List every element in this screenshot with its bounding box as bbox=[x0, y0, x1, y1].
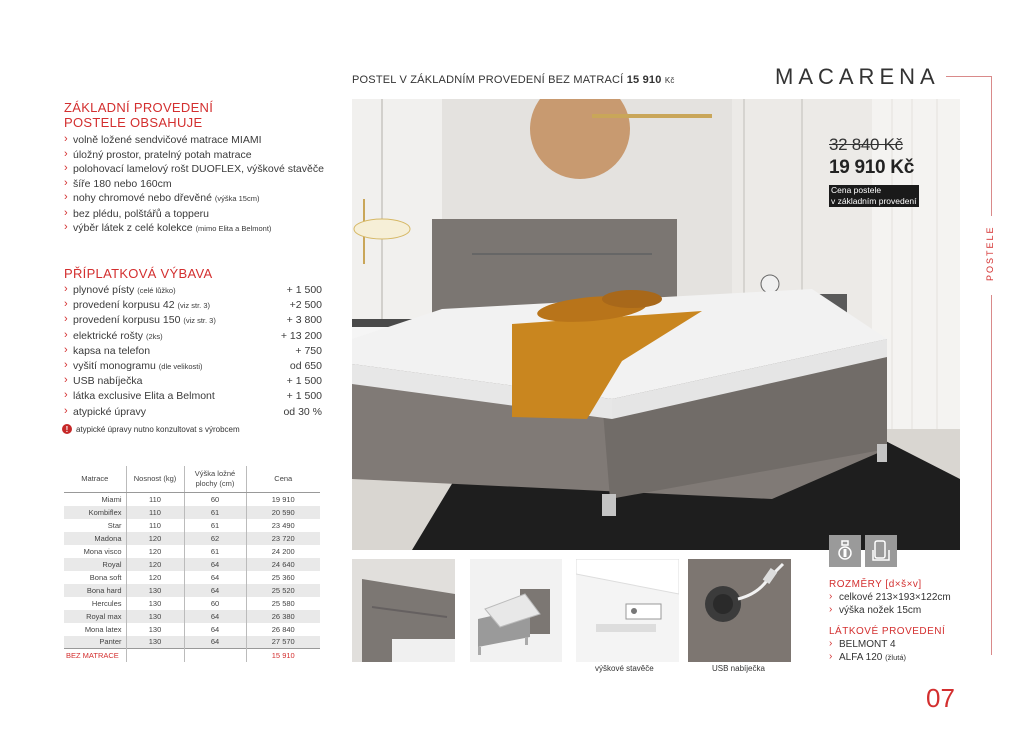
table-cell: 25 580 bbox=[246, 597, 320, 610]
table-cell: 61 bbox=[184, 519, 246, 532]
table-cell: 62 bbox=[184, 532, 246, 545]
table-cell bbox=[126, 649, 184, 662]
caption-usb-charger: USB nabíječka bbox=[712, 664, 765, 673]
table-cell: Panter bbox=[64, 636, 126, 649]
page-number: 07 bbox=[926, 683, 955, 713]
table-cell: 110 bbox=[126, 506, 184, 519]
decor-line bbox=[991, 76, 992, 216]
table-cell: 23 720 bbox=[246, 532, 320, 545]
table-cell: 60 bbox=[184, 597, 246, 610]
table-row bbox=[64, 636, 320, 649]
table-row bbox=[64, 506, 320, 519]
col-header: Výška ložné plochy (cm) bbox=[184, 466, 246, 493]
table-cell: Royal max bbox=[64, 610, 126, 623]
warning-note: ! atypické úpravy nutno konzultovat s výrobcem bbox=[62, 424, 240, 434]
section-side-label: POSTELE bbox=[985, 225, 995, 281]
table-cell: 25 360 bbox=[246, 571, 320, 584]
thumb-headboard bbox=[352, 559, 455, 662]
table-cell: 120 bbox=[126, 558, 184, 571]
table-cell: 15 910 bbox=[246, 649, 320, 662]
table-cell: 130 bbox=[126, 610, 184, 623]
table-cell: 120 bbox=[126, 545, 184, 558]
table-row bbox=[64, 558, 320, 571]
table-cell: Kombiflex bbox=[64, 506, 126, 519]
table-cell: 64 bbox=[184, 610, 246, 623]
mattress-price-table bbox=[64, 466, 320, 662]
table-cell: 24 640 bbox=[246, 558, 320, 571]
list-item: › elektrické rošty (2ks) + 13 200 bbox=[64, 329, 322, 344]
table-row bbox=[64, 493, 320, 506]
col-header: Matrace bbox=[64, 466, 126, 493]
page-subtitle bbox=[352, 74, 675, 86]
options-title: PŘÍPLATKOVÁ VÝBAVA bbox=[64, 266, 213, 281]
list-item: › provedení korpusu 42 (viz str. 3) +2 500 bbox=[64, 298, 322, 313]
charger-key-icon bbox=[829, 535, 861, 567]
table-cell: 61 bbox=[184, 545, 246, 558]
list-item: › volně ložené sendvičové matrace MIAMI bbox=[64, 133, 324, 148]
list-item: › šíře 180 nebo 160cm bbox=[64, 177, 324, 192]
price-box bbox=[829, 135, 949, 209]
list-item: › ALFA 120 (žlutá) bbox=[829, 651, 951, 664]
table-cell: 110 bbox=[126, 519, 184, 532]
list-item: › kapsa na telefon + 750 bbox=[64, 344, 322, 359]
list-item: › celkové 213×193×122cm bbox=[829, 591, 951, 604]
options-list bbox=[64, 283, 322, 420]
table-row bbox=[64, 584, 320, 597]
dimensions-block bbox=[829, 578, 951, 664]
table-row-no-mattress bbox=[64, 649, 320, 662]
table-row bbox=[64, 597, 320, 610]
table-cell: 130 bbox=[126, 636, 184, 649]
table-row bbox=[64, 623, 320, 636]
table-cell: 120 bbox=[126, 571, 184, 584]
list-item: › nohy chromové nebo dřevěné (výška 15cm) bbox=[64, 191, 324, 207]
table-cell: BEZ MATRACE bbox=[64, 649, 126, 662]
list-item: › USB nabíječka + 1 500 bbox=[64, 374, 322, 389]
table-cell: 110 bbox=[126, 493, 184, 506]
subtitle-unit: Kč bbox=[664, 76, 675, 85]
table-cell: Hercules bbox=[91, 598, 122, 608]
thumb-usb-charger bbox=[688, 559, 791, 662]
table-cell: Bona hard bbox=[64, 584, 126, 597]
table-cell: 61 bbox=[184, 506, 246, 519]
table-cell: Mona visco bbox=[83, 546, 122, 556]
old-price: 32 840 Kč bbox=[829, 135, 903, 154]
thumb-storage bbox=[470, 559, 562, 662]
standard-list bbox=[64, 133, 324, 237]
list-item: › bez plédu, polštářů a topperu bbox=[64, 207, 324, 222]
list-item: › plynové písty (celé lůžko) + 1 500 bbox=[64, 283, 322, 298]
table-row bbox=[64, 610, 320, 623]
list-item: › výběr látek z celé kolekce (mimo Elita a Belmont) bbox=[64, 221, 324, 237]
fabric-title: LÁTKOVÉ PROVEDENÍ bbox=[829, 626, 946, 637]
table-cell: 64 bbox=[184, 571, 246, 584]
table-cell: 130 bbox=[126, 623, 184, 636]
list-item: › látka exclusive Elita a Belmont + 1 500 bbox=[64, 389, 322, 404]
table-cell: 27 570 bbox=[246, 636, 320, 649]
table-cell bbox=[184, 649, 246, 662]
standard-title: ZÁKLADNÍ PROVEDENÍ POSTELE OBSAHUJE bbox=[64, 100, 214, 130]
table-cell: 23 490 bbox=[246, 519, 320, 532]
table-cell: 26 380 bbox=[246, 610, 320, 623]
table-row bbox=[64, 571, 320, 584]
table-cell: 24 200 bbox=[246, 545, 320, 558]
table-cell: 60 bbox=[184, 493, 246, 506]
subtitle-text: POSTEL V ZÁKLADNÍM PROVEDENÍ BEZ MATRACÍ bbox=[352, 74, 624, 86]
table-cell: Royal bbox=[64, 558, 126, 571]
table-cell: 120 bbox=[126, 532, 184, 545]
table-cell: Star bbox=[107, 520, 122, 530]
table-cell: 64 bbox=[184, 584, 246, 597]
table-cell: 64 bbox=[184, 558, 246, 571]
list-item: › polohovací lamelový rošt DUOFLEX, výškové stavěče bbox=[64, 162, 324, 177]
list-item: › atypické úpravy od 30 % bbox=[64, 405, 322, 420]
table-row bbox=[64, 532, 320, 545]
thumb-height-adjuster bbox=[576, 559, 679, 662]
table-cell: 64 bbox=[184, 636, 246, 649]
table-cell: Miami bbox=[101, 494, 122, 504]
new-price: 19 910 Kč bbox=[829, 157, 914, 178]
table-cell: 64 bbox=[184, 623, 246, 636]
dimensions-title: ROZMĚRY [d×š×v] bbox=[829, 579, 922, 590]
phone-pocket-icon bbox=[865, 535, 897, 567]
col-header: Nosnost (kg) bbox=[126, 466, 184, 493]
caption-height-adjuster: výškové stavěče bbox=[595, 664, 654, 673]
list-item: › vyšití monogramu (dle velikosti) od 650 bbox=[64, 359, 322, 374]
subtitle-price: 15 910 bbox=[626, 74, 662, 86]
table-cell: Madona bbox=[64, 532, 126, 545]
table-cell: 20 590 bbox=[246, 506, 320, 519]
product-name: MACARENA bbox=[775, 64, 940, 89]
table-cell: 130 bbox=[126, 597, 184, 610]
table-cell: 25 520 bbox=[246, 584, 320, 597]
table-row bbox=[64, 545, 320, 558]
list-item: › BELMONT 4 bbox=[829, 638, 951, 651]
price-note: Cena postele v základním provedení bbox=[831, 185, 917, 206]
table-cell: 19 910 bbox=[246, 493, 320, 506]
decor-line bbox=[946, 76, 992, 77]
list-item: › výška nožek 15cm bbox=[829, 604, 951, 617]
decor-line bbox=[991, 295, 992, 655]
table-cell: 130 bbox=[126, 584, 184, 597]
table-row bbox=[64, 519, 320, 532]
table-cell: Mona latex bbox=[84, 624, 122, 634]
table-cell: 26 840 bbox=[246, 623, 320, 636]
col-header: Cena bbox=[246, 466, 320, 493]
list-item: › provedení korpusu 150 (viz str. 3) + 3 800 bbox=[64, 313, 322, 328]
warning-icon: ! bbox=[62, 424, 72, 434]
table-cell: Bona soft bbox=[89, 572, 122, 582]
list-item: › úložný prostor, pratelný potah matrace bbox=[64, 148, 324, 163]
